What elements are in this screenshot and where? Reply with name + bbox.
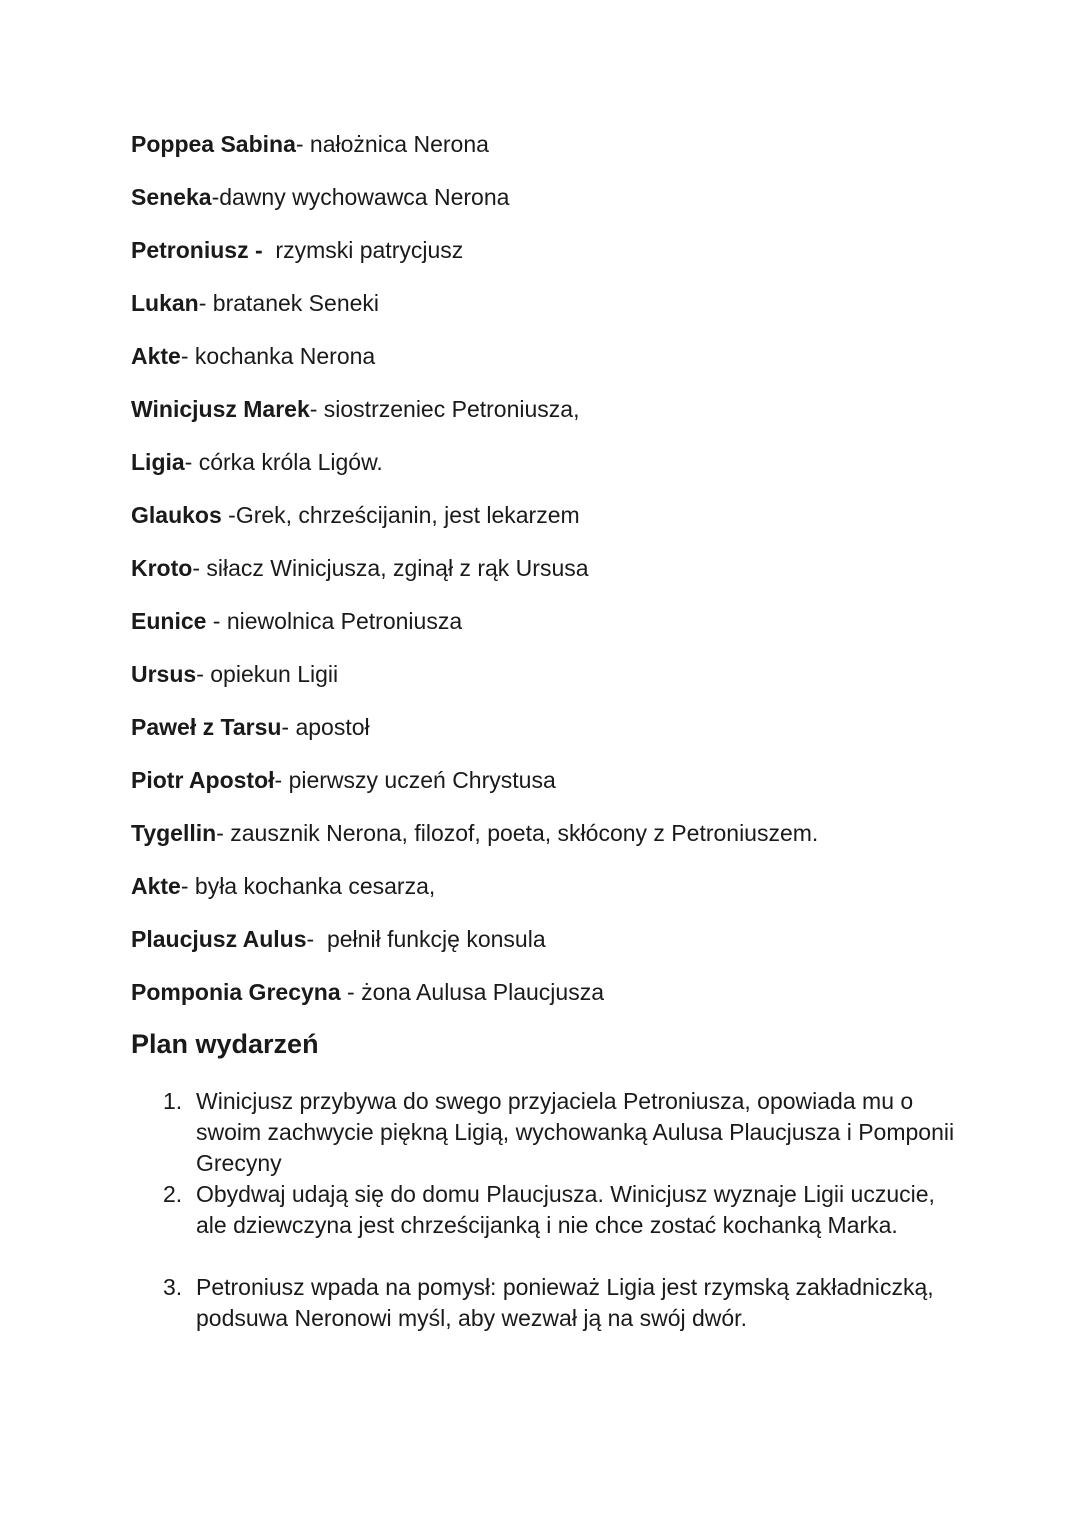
character-name: Ligia — [131, 449, 185, 475]
plan-item — [131, 1086, 961, 1179]
character-description: - nałożnica Nerona — [295, 131, 489, 157]
character-name: Winicjusz Marek — [131, 396, 310, 422]
character-description: - córka króla Ligów. — [184, 449, 383, 475]
character-name: Eunice — [131, 608, 207, 634]
character-description: - pierwszy uczeń Chrystusa — [274, 767, 556, 793]
plan-item — [131, 1272, 961, 1334]
character-description: - żona Aulusa Plaucjusza — [340, 979, 605, 1005]
character-description: rzymski patrycjusz — [269, 237, 464, 263]
character-entry — [131, 235, 991, 266]
plan-item-text: Winicjusz przybywa do swego przyjaciela Petroniusza, opowiada mu o swoim zachwycie piękną Ligią, wychowanką Aulusa Plaucjusza i Pomponii Grecyny — [196, 1088, 955, 1176]
character-description: - siostrzeniec Petroniusza, — [309, 396, 580, 422]
plan-item-text: Petroniusz wpada na pomysł: ponieważ Ligia jest rzymską zakładniczką, podsuwa Neronowi myśl, aby wezwał ją na swój dwór. — [196, 1274, 934, 1331]
character-name: Akte — [131, 873, 181, 899]
character-description: - kochanka Nerona — [180, 343, 376, 369]
character-entry — [131, 765, 991, 796]
character-entry — [131, 553, 991, 584]
character-entry — [131, 129, 991, 160]
plan-item-text: Obydwaj udają się do domu Plaucjusza. Winicjusz wyznaje Ligii uczucie, ale dziewczyna jest chrześcijanką i nie chce zostać kochanką Marka. — [196, 1181, 935, 1238]
character-description: - siłacz Winicjusza, zginął z rąk Ursusa — [192, 555, 589, 581]
plan-item-number: 1. — [163, 1088, 183, 1114]
character-name: Ursus — [131, 661, 197, 687]
character-name: Petroniusz - — [131, 237, 270, 263]
character-description: - była kochanka cesarza, — [180, 873, 436, 899]
character-entry — [131, 659, 991, 690]
character-entry — [131, 394, 991, 425]
character-entry — [131, 924, 991, 955]
character-description: - zausznik Nerona, filozof, poeta, skłócony z Petroniuszem. — [216, 820, 819, 846]
plan-heading: Plan wydarzeń — [131, 1029, 319, 1059]
character-name: Akte — [131, 343, 181, 369]
plan-item-number: 2. — [163, 1181, 183, 1207]
character-entry — [131, 341, 991, 372]
character-entry — [131, 977, 991, 1008]
character-description: - opiekun Ligii — [196, 661, 339, 687]
character-entry — [131, 288, 991, 319]
character-description: - bratanek Seneki — [198, 290, 380, 316]
character-list — [131, 129, 991, 1030]
character-name: Kroto — [131, 555, 193, 581]
plan-list — [131, 1086, 961, 1334]
plan-item — [131, 1179, 961, 1241]
character-entry — [131, 712, 991, 743]
character-entry — [131, 871, 991, 902]
character-description: - apostoł — [281, 714, 370, 740]
character-name: Lukan — [131, 290, 199, 316]
character-entry — [131, 182, 991, 213]
character-name: Tygellin — [131, 820, 217, 846]
plan-item-number: 3. — [163, 1274, 183, 1300]
character-name: Glaukos — [131, 502, 222, 528]
character-name: Plaucjusz Aulus — [131, 926, 307, 952]
character-description: -Grek, chrześcijanin, jest lekarzem — [221, 502, 580, 528]
character-name: Piotr Apostoł — [131, 767, 275, 793]
character-entry — [131, 500, 991, 531]
character-entry — [131, 606, 991, 637]
character-description: - niewolnica Petroniusza — [206, 608, 463, 634]
character-name: Poppea Sabina — [131, 131, 296, 157]
character-name: Seneka — [131, 184, 212, 210]
character-name: Pomponia Grecyna — [131, 979, 341, 1005]
character-description: -dawny wychowawca Nerona — [211, 184, 510, 210]
character-description: - pełnił funkcję konsula — [306, 926, 546, 952]
character-name: Paweł z Tarsu — [131, 714, 282, 740]
character-entry — [131, 818, 991, 849]
character-entry — [131, 447, 991, 478]
